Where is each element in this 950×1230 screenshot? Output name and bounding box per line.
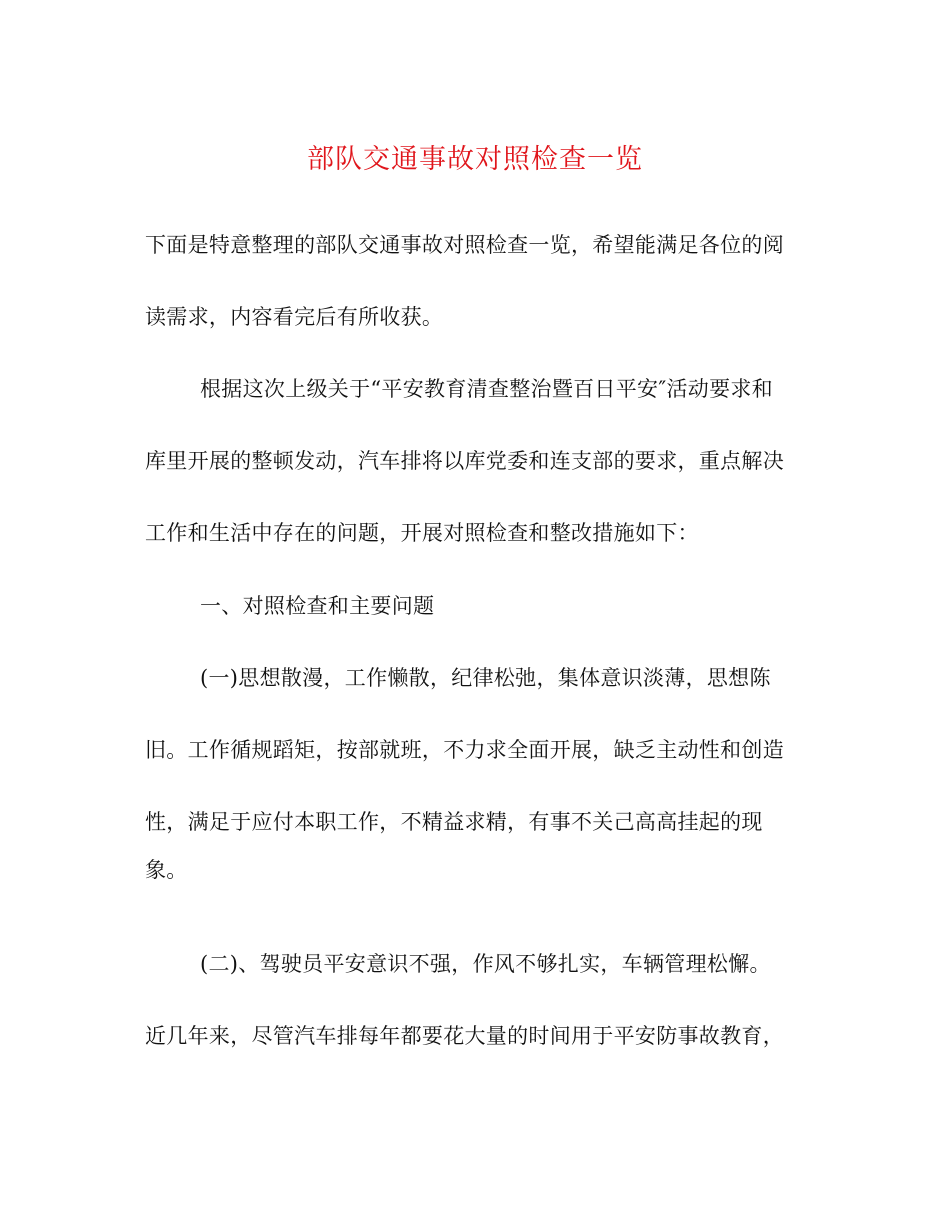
paragraph-line: 象。 bbox=[145, 858, 188, 882]
paragraph-line: 根据这次上级关于“平安教育清查整治暨百日平安″活动要求和 bbox=[200, 377, 773, 401]
paragraph-line: 下面是特意整理的部队交通事故对照检查一览，希望能满足各位的阅 bbox=[145, 233, 784, 257]
paragraph-line: 旧。工作循规蹈矩，按部就班，不力求全面开展，缺乏主动性和创造 bbox=[145, 738, 784, 762]
paragraph-line: 读需求，内容看完后有所收获。 bbox=[145, 305, 444, 329]
paragraph-line: 性，满足于应付本职工作，不精益求精，有事不关己高高挂起的现 bbox=[145, 810, 763, 834]
paragraph-line: 近几年来，尽管汽车排每年都要花大量的时间用于平安防事故教育， bbox=[145, 1024, 784, 1048]
section-heading: 一、对照检查和主要问题 bbox=[200, 594, 435, 618]
paragraph-line: 工作和生活中存在的问题，开展对照检查和整改措施如下： bbox=[145, 521, 699, 545]
paragraph-line: (一)思想散漫，工作懒散，纪律松弛，集体意识淡薄，思想陈 bbox=[200, 666, 771, 690]
paragraph-line: 库里开展的整顿发动，汽车排将以库党委和连支部的要求，重点解决 bbox=[145, 449, 784, 473]
paragraph-line: (二)、驾驶员平安意识不强，作风不够扎实，车辆管理松懈。 bbox=[200, 952, 771, 976]
document-title: 部队交通事故对照检查一览 bbox=[307, 144, 643, 175]
